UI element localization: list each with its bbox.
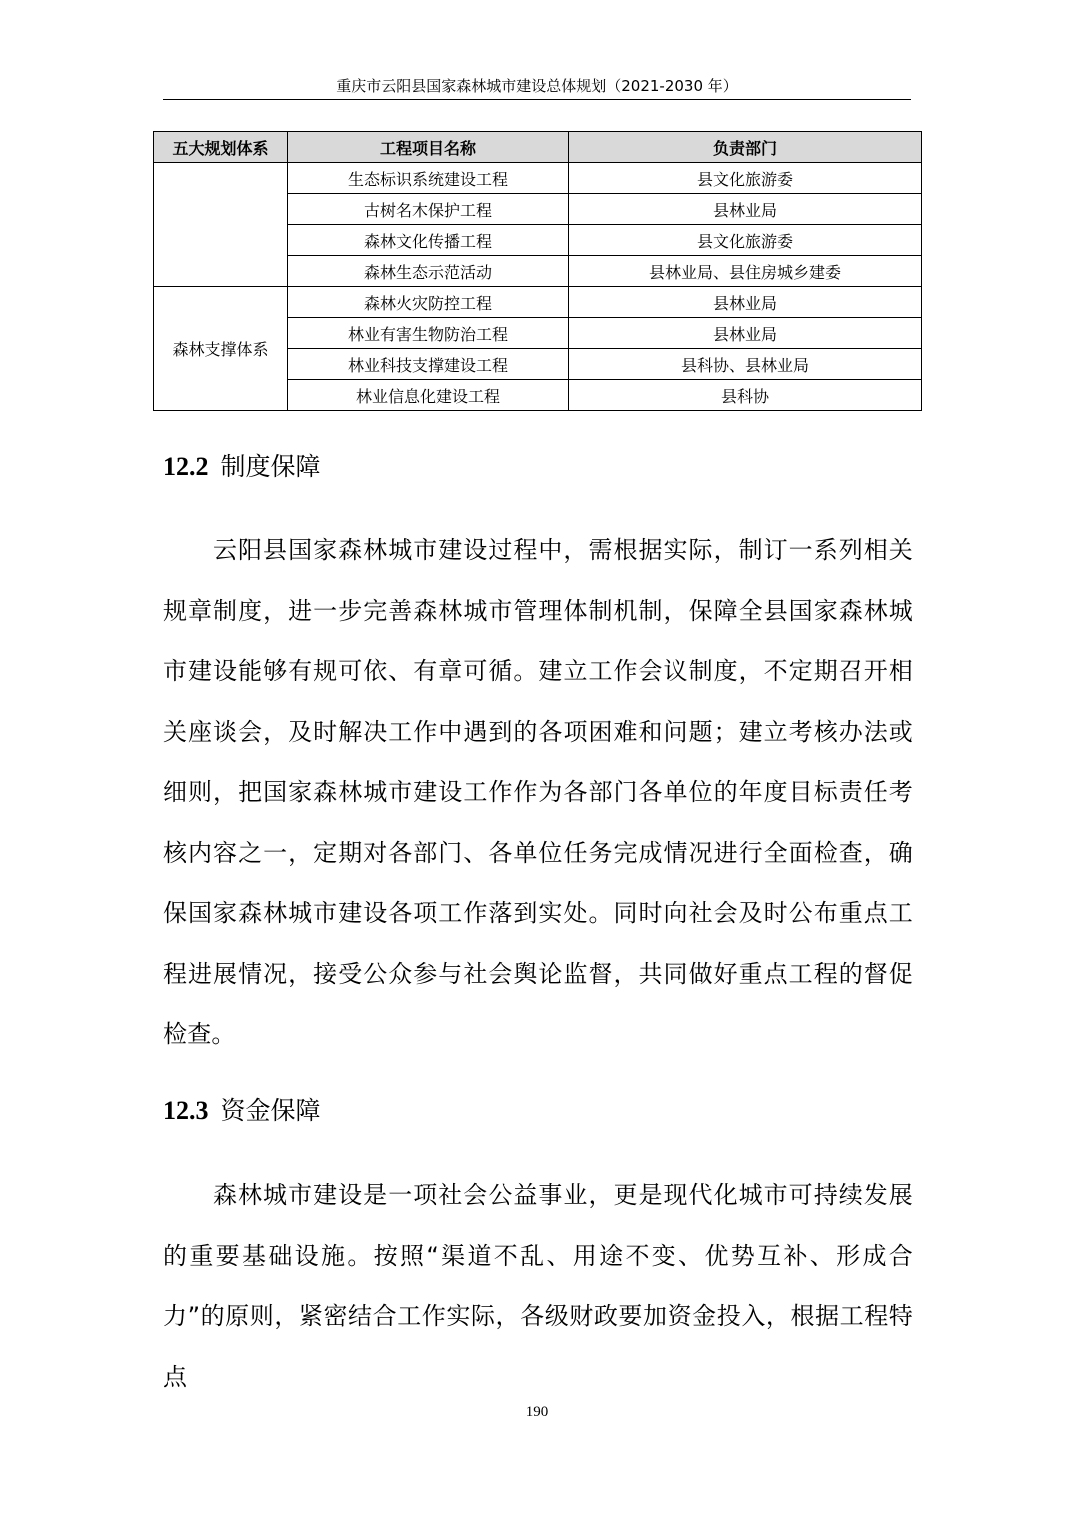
project-cell: 古树名木保护工程 — [288, 194, 569, 225]
dept-cell: 县林业局 — [569, 194, 922, 225]
system-cell — [154, 163, 288, 287]
project-cell: 生态标识系统建设工程 — [288, 163, 569, 194]
project-cell: 森林火灾防控工程 — [288, 287, 569, 318]
section-title: 资金保障 — [220, 1096, 321, 1125]
section-number: 12.3 — [163, 1096, 209, 1125]
system-cell: 森林支撑体系 — [154, 287, 288, 411]
header-rule — [163, 99, 911, 100]
header-system: 五大规划体系 — [154, 132, 288, 163]
dept-cell: 县文化旅游委 — [569, 225, 922, 256]
section-paragraph: 森林城市建设是一项社会公益事业，更是现代化城市可持续发展的重要基础设施。按照“渠道不乱、用途不变、优势互补、形成合力”的原则，紧密结合工作实际，各级财政要加资金投入，根据工程特点 — [163, 1181, 913, 1391]
section-number: 12.2 — [163, 452, 209, 481]
project-table — [153, 131, 922, 411]
running-header: 重庆市云阳县国家森林城市建设总体规划（2021-2030 年） — [336, 77, 738, 95]
project-cell: 森林文化传播工程 — [288, 225, 569, 256]
dept-cell: 县科协 — [569, 380, 922, 411]
table-row — [154, 163, 922, 194]
page-number: 190 — [525, 1404, 549, 1420]
project-cell: 森林生态示范活动 — [288, 256, 569, 287]
dept-cell: 县林业局 — [569, 287, 922, 318]
section-heading-12-3 — [163, 1094, 321, 1128]
project-cell: 林业科技支撑建设工程 — [288, 349, 569, 380]
dept-cell: 县林业局 — [569, 318, 922, 349]
table-row — [154, 287, 922, 318]
project-cell: 林业信息化建设工程 — [288, 380, 569, 411]
table-header-row — [154, 132, 922, 163]
section-title: 制度保障 — [220, 452, 321, 481]
header-project: 工程项目名称 — [288, 132, 569, 163]
section-heading-12-2 — [163, 450, 321, 484]
dept-cell: 县科协、县林业局 — [569, 349, 922, 380]
project-cell: 林业有害生物防治工程 — [288, 318, 569, 349]
dept-cell: 县文化旅游委 — [569, 163, 922, 194]
header-dept: 负责部门 — [569, 132, 922, 163]
dept-cell: 县林业局、县住房城乡建委 — [569, 256, 922, 287]
section-paragraph: 云阳县国家森林城市建设过程中，需根据实际，制订一系列相关规章制度，进一步完善森林城市管理体制机制，保障全县国家森林城市建设能够有规可依、有章可循。建立工作会议制度，不定期召开相关座谈会，及时解决工作中遇到的各项困难和问题；建立考核办法或细则，把国家森林城市建设工作作为各部门各单位的年度目标责任考核内容之一，定期对各部门、各单位任务完成情况进行全面检查，确保国家森林城市建设各项工作落到实处。同时向社会及时公布重点工程进展情况，接受公众参与社会舆论监督，共同做好重点工程的督促检查。 — [163, 536, 913, 1048]
